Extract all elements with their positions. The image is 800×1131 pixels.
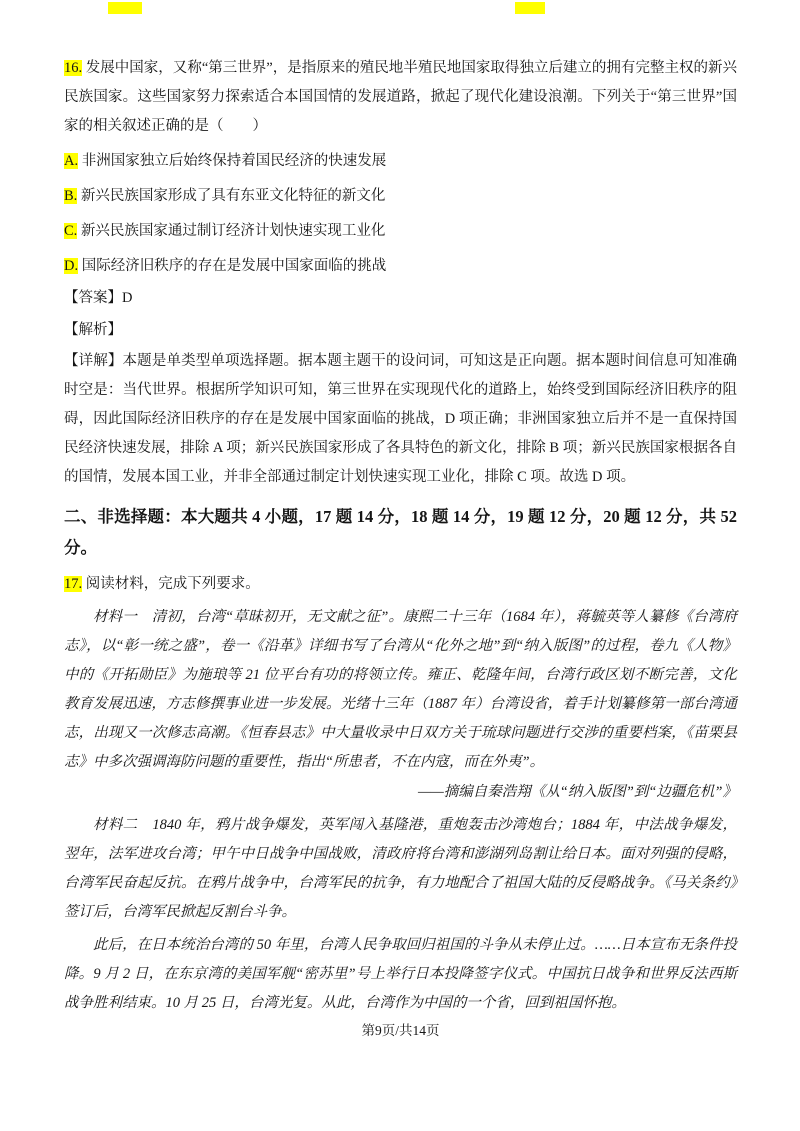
material-2-text: 1840 年，鸦片战争爆发，英军闯入基隆港，重炮轰击沙湾炮台；1884 年，中法战争爆发，翌年，法军进攻台湾；甲午中日战争中国战败，清政府将台湾和澎湖列岛割让给日本。面对列强的侵略，台湾军民奋起反抗。在鸦片战争中，台湾军民的抗争，有力地配合了祖国大陆的反侵略战争。《马关条约》签订后，台湾军民掀起反割台斗争。 bbox=[64, 817, 738, 920]
material-1-paragraph bbox=[64, 603, 737, 777]
question-16-option-c bbox=[64, 217, 737, 246]
option-b-label: B. bbox=[64, 188, 78, 204]
material-2-paragraph-1 bbox=[64, 811, 737, 927]
option-d-text: 国际经济旧秩序的存在是发展中国家面临的挑战 bbox=[78, 258, 387, 274]
answer-label: 【答案】 bbox=[64, 290, 122, 306]
material-1-text: 清初，台湾“草昧初开，无文献之征”。康熙二十三年（1684 年），蒋毓英等人纂修《台湾府志》，以“彰一统之盛”，卷一《沿革》详细书写了台湾从“化外之地”到“纳入版图”的过程，卷九《人物》中的《开拓勋臣》为施琅等 21 位平台有功的将领立传。雍正、乾隆年间，台湾行政区划不断完善，文化教育发展迅速，方志修撰事业进一步发展。光绪十三年（1887 年）台湾设省，着手计划纂修第一部台湾通志，出现又一次修志高潮。《恒春县志》中大量收录中日双方关于琉球问题进行交涉的重要档案，《苗栗县志》中多次强调海防问题的重要性，指出“所患者，不在内寇，而在外夷”。 bbox=[64, 609, 738, 770]
analysis-line bbox=[64, 316, 737, 345]
question-16-stem-text: 发展中国家，又称“第三世界”，是指原来的殖民地半殖民地国家取得独立后建立的拥有完整主权的新兴民族国家。这些国家努力探索适合本国国情的发展道路，掀起了现代化建设浪潮。下列关于“第三世界”国家的相关叙述正确的是（ ） bbox=[64, 60, 737, 134]
material-2-paragraph-2: 此后，在日本统治台湾的 50 年里，台湾人民争取回归祖国的斗争从未停止过。……日本宣布无条件投降。9 月 2 日，在东京湾的美国军舰“密苏里”号上举行日本投降签字仪式。中国抗日战争和世界反法西斯战争胜利结束。10 月 25 日，台湾光复。从此，台湾作为中国的一个省，回到祖国怀抱。 bbox=[64, 937, 737, 1011]
page-top-cutoff-highlight-right bbox=[515, 2, 545, 14]
material-1-source: ——摘编自秦浩翔《从“纳入版图”到“边疆危机”》 bbox=[417, 784, 737, 800]
question-16-option-b bbox=[64, 182, 737, 211]
question-16-option-a bbox=[64, 147, 737, 176]
question-16-number: 16. bbox=[64, 60, 83, 76]
question-16-explanation bbox=[64, 347, 737, 492]
question-17-intro-text: 阅读材料，完成下列要求。 bbox=[82, 576, 260, 592]
question-17-number: 17. bbox=[64, 576, 83, 592]
question-16 bbox=[64, 54, 737, 492]
option-a-label: A. bbox=[64, 153, 79, 169]
option-c-text: 新兴民族国家通过制订经济计划快速实现工业化 bbox=[77, 223, 386, 239]
option-a-text: 非洲国家独立后始终保持着国民经济的快速发展 bbox=[78, 153, 387, 169]
material-1-label: 材料一 bbox=[93, 609, 138, 625]
answer-value: D bbox=[122, 290, 133, 306]
page-top-cutoff-highlight-left bbox=[108, 2, 142, 14]
detail-text: 本题是单类型单项选择题。据本题主题干的设问词，可知这是正向题。据本题时间信息可知准确时空是：当代世界。根据所学知识可知，第三世界在实现现代化的道路上，始终受到国际经济旧秩序的阻碍，因此国际经济旧秩序的存在是发展中国家面临的挑战，D 项正确；非洲国家独立后并不是一直保持国民经济快速发展，排除 A 项；新兴民族国家形成了各具特色的新文化，排除 B 项；新兴民族国家根据各自的国情，发展本国工业，并非全部通过制定计划快速实现工业化，排除 C 项。故选 D 项。 bbox=[64, 353, 738, 485]
material-2-label: 材料二 bbox=[93, 817, 138, 833]
option-d-label: D. bbox=[64, 258, 79, 274]
page-number-footer: 第9页/共14页 bbox=[361, 1023, 440, 1038]
detail-label: 【详解】 bbox=[64, 353, 123, 369]
option-b-text: 新兴民族国家形成了具有东亚文化特征的新文化 bbox=[77, 188, 386, 204]
answer-line bbox=[64, 284, 737, 313]
analysis-label: 【解析】 bbox=[64, 322, 122, 338]
option-c-label: C. bbox=[64, 223, 78, 239]
question-17 bbox=[64, 570, 737, 1018]
question-17-intro bbox=[64, 570, 737, 599]
question-16-stem bbox=[64, 54, 737, 141]
question-16-option-d bbox=[64, 252, 737, 281]
section-2-header: 二、非选择题：本大题共 4 小题，17 题 14 分，18 题 14 分，19 题 12 分，20 题 12 分，共 52 分。 bbox=[64, 507, 737, 557]
